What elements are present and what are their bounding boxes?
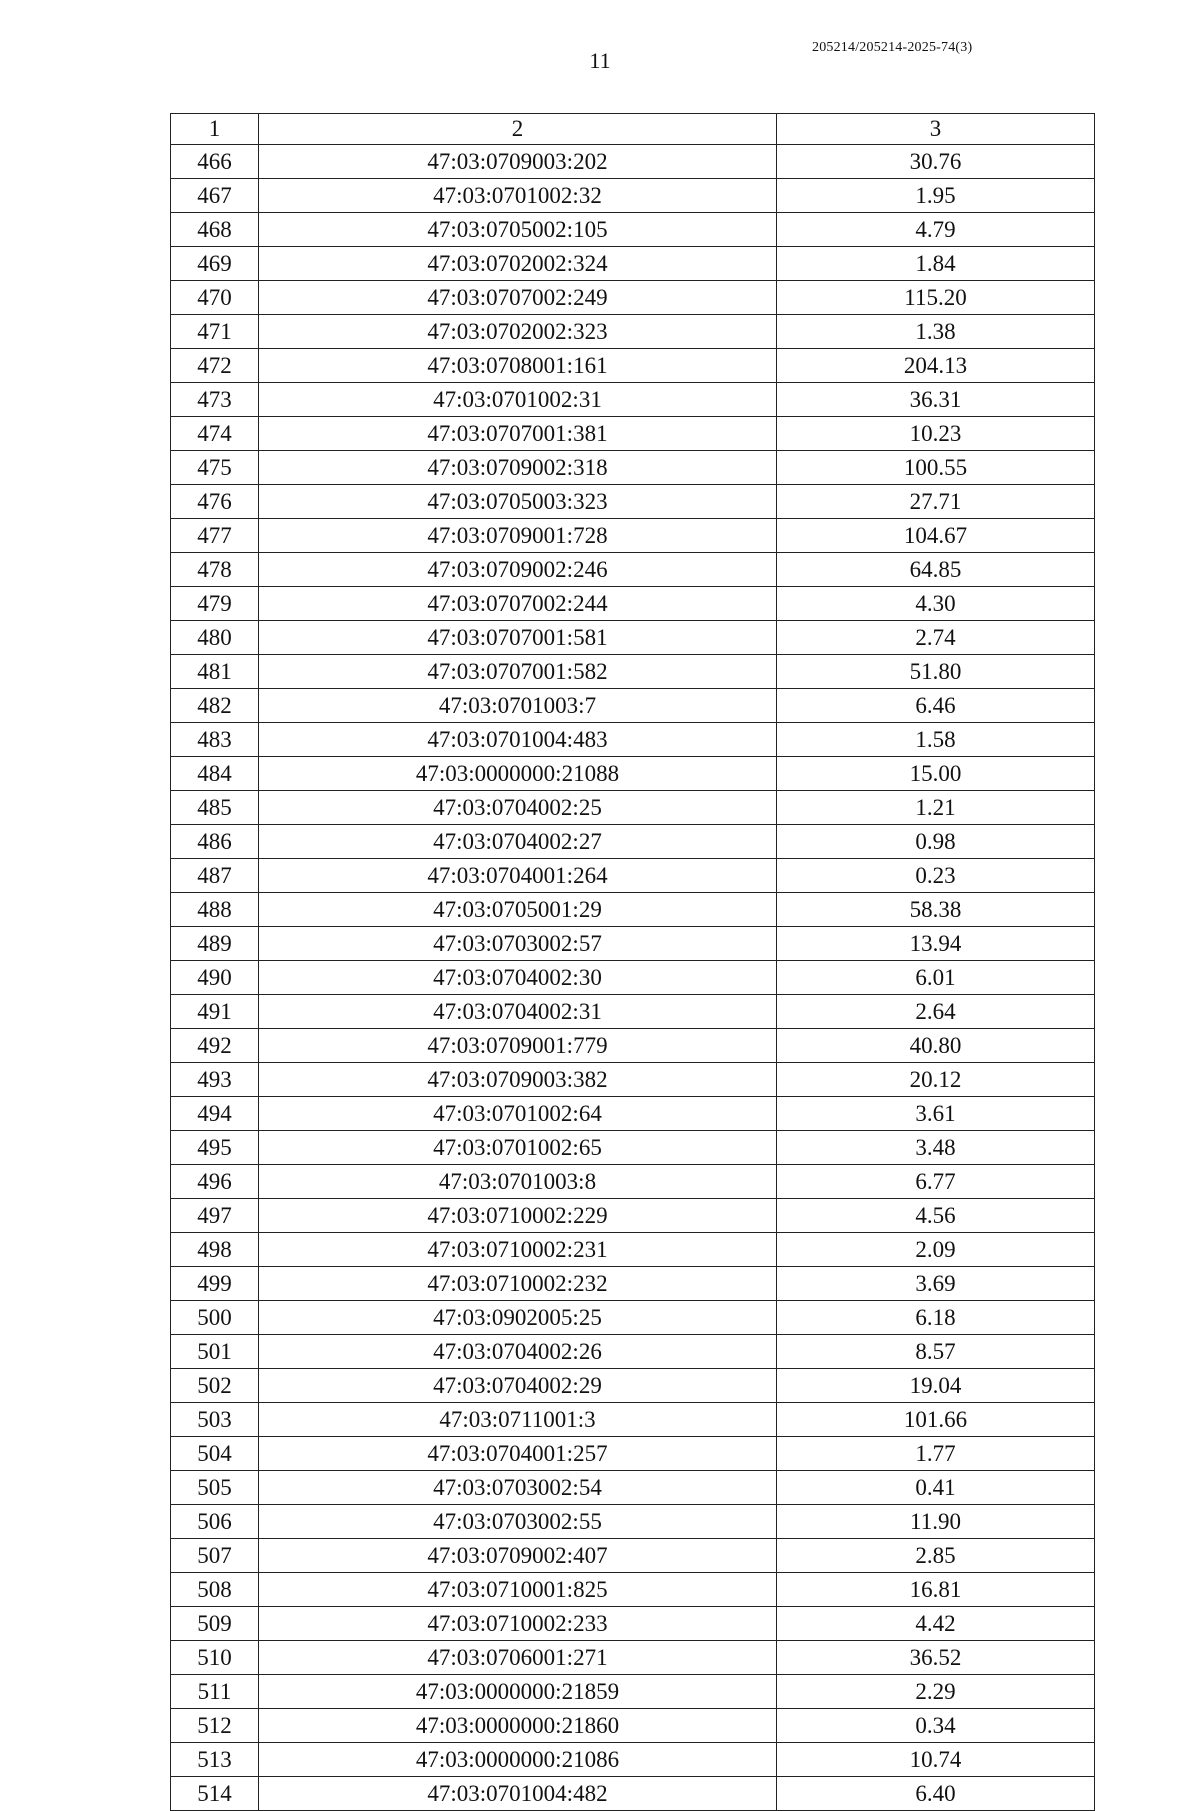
area-value-cell: 4.79 xyxy=(777,213,1095,247)
cadastral-number-cell: 47:03:0701002:64 xyxy=(259,1097,777,1131)
cadastral-number-cell: 47:03:0707002:249 xyxy=(259,281,777,315)
table-row xyxy=(171,1505,1095,1539)
table-row xyxy=(171,145,1095,179)
cadastral-number-cell: 47:03:0708001:161 xyxy=(259,349,777,383)
cadastral-number-cell: 47:03:0704002:27 xyxy=(259,825,777,859)
area-value-cell: 6.77 xyxy=(777,1165,1095,1199)
table-row xyxy=(171,757,1095,791)
table-row xyxy=(171,1675,1095,1709)
cadastral-number-cell: 47:03:0701002:65 xyxy=(259,1131,777,1165)
area-value-cell: 4.30 xyxy=(777,587,1095,621)
column-header-1: 1 xyxy=(171,114,259,145)
cadastral-number-cell: 47:03:0710002:232 xyxy=(259,1267,777,1301)
row-number-cell: 511 xyxy=(171,1675,259,1709)
cadastral-number-cell: 47:03:0703002:54 xyxy=(259,1471,777,1505)
cadastral-number-cell: 47:03:0709001:779 xyxy=(259,1029,777,1063)
row-number-cell: 507 xyxy=(171,1539,259,1573)
row-number-cell: 509 xyxy=(171,1607,259,1641)
row-number-cell: 488 xyxy=(171,893,259,927)
area-value-cell: 6.18 xyxy=(777,1301,1095,1335)
cadastral-number-cell: 47:03:0703002:57 xyxy=(259,927,777,961)
area-value-cell: 1.21 xyxy=(777,791,1095,825)
cadastral-number-cell: 47:03:0710002:231 xyxy=(259,1233,777,1267)
area-value-cell: 2.29 xyxy=(777,1675,1095,1709)
area-value-cell: 0.98 xyxy=(777,825,1095,859)
area-value-cell: 6.01 xyxy=(777,961,1095,995)
row-number-cell: 479 xyxy=(171,587,259,621)
table-row xyxy=(171,1131,1095,1165)
table-row xyxy=(171,689,1095,723)
row-number-cell: 467 xyxy=(171,179,259,213)
cadastral-number-cell: 47:03:0902005:25 xyxy=(259,1301,777,1335)
row-number-cell: 492 xyxy=(171,1029,259,1063)
table-row xyxy=(171,1267,1095,1301)
table-row xyxy=(171,961,1095,995)
page-number: 11 xyxy=(589,48,611,73)
table-row xyxy=(171,995,1095,1029)
row-number-cell: 468 xyxy=(171,213,259,247)
area-value-cell: 4.42 xyxy=(777,1607,1095,1641)
table-row xyxy=(171,1165,1095,1199)
row-number-cell: 506 xyxy=(171,1505,259,1539)
cadastral-number-cell: 47:03:0704002:29 xyxy=(259,1369,777,1403)
cadastral-number-cell: 47:03:0707002:244 xyxy=(259,587,777,621)
cadastral-number-cell: 47:03:0711001:3 xyxy=(259,1403,777,1437)
cadastral-number-cell: 47:03:0701004:482 xyxy=(259,1777,777,1811)
row-number-cell: 493 xyxy=(171,1063,259,1097)
row-number-cell: 501 xyxy=(171,1335,259,1369)
area-value-cell: 104.67 xyxy=(777,519,1095,553)
cadastral-number-cell: 47:03:0705001:29 xyxy=(259,893,777,927)
cadastral-number-cell: 47:03:0706001:271 xyxy=(259,1641,777,1675)
cadastral-number-cell: 47:03:0705003:323 xyxy=(259,485,777,519)
cadastral-number-cell: 47:03:0701002:31 xyxy=(259,383,777,417)
area-value-cell: 0.23 xyxy=(777,859,1095,893)
table-row xyxy=(171,1199,1095,1233)
area-value-cell: 11.90 xyxy=(777,1505,1095,1539)
area-value-cell: 8.57 xyxy=(777,1335,1095,1369)
column-header-3: 3 xyxy=(777,114,1095,145)
row-number-cell: 482 xyxy=(171,689,259,723)
row-number-cell: 470 xyxy=(171,281,259,315)
row-number-cell: 500 xyxy=(171,1301,259,1335)
row-number-cell: 474 xyxy=(171,417,259,451)
area-value-cell: 1.77 xyxy=(777,1437,1095,1471)
area-value-cell: 6.40 xyxy=(777,1777,1095,1811)
row-number-cell: 478 xyxy=(171,553,259,587)
cadastral-number-cell: 47:03:0704002:30 xyxy=(259,961,777,995)
area-value-cell: 15.00 xyxy=(777,757,1095,791)
table-row xyxy=(171,587,1095,621)
cadastral-number-cell: 47:03:0709003:382 xyxy=(259,1063,777,1097)
table-row xyxy=(171,519,1095,553)
table-row xyxy=(171,179,1095,213)
area-value-cell: 10.23 xyxy=(777,417,1095,451)
row-number-cell: 497 xyxy=(171,1199,259,1233)
table-row xyxy=(171,281,1095,315)
cadastral-number-cell: 47:03:0702002:324 xyxy=(259,247,777,281)
row-number-cell: 502 xyxy=(171,1369,259,1403)
row-number-cell: 480 xyxy=(171,621,259,655)
table-row xyxy=(171,1539,1095,1573)
table-row xyxy=(171,859,1095,893)
row-number-cell: 484 xyxy=(171,757,259,791)
row-number-cell: 512 xyxy=(171,1709,259,1743)
table-row xyxy=(171,1301,1095,1335)
area-value-cell: 6.46 xyxy=(777,689,1095,723)
table-row xyxy=(171,1097,1095,1131)
table-row xyxy=(171,927,1095,961)
table-row xyxy=(171,1403,1095,1437)
registry-table xyxy=(170,113,1095,1811)
cadastral-number-cell: 47:03:0701004:483 xyxy=(259,723,777,757)
table-row xyxy=(171,349,1095,383)
cadastral-number-cell: 47:03:0000000:21860 xyxy=(259,1709,777,1743)
row-number-cell: 494 xyxy=(171,1097,259,1131)
cadastral-number-cell: 47:03:0704001:257 xyxy=(259,1437,777,1471)
row-number-cell: 510 xyxy=(171,1641,259,1675)
area-value-cell: 30.76 xyxy=(777,145,1095,179)
cadastral-number-cell: 47:03:0709001:728 xyxy=(259,519,777,553)
area-value-cell: 0.34 xyxy=(777,1709,1095,1743)
table-row xyxy=(171,417,1095,451)
row-number-cell: 495 xyxy=(171,1131,259,1165)
registry-table-container xyxy=(170,113,1094,1811)
cadastral-number-cell: 47:03:0000000:21088 xyxy=(259,757,777,791)
cadastral-number-cell: 47:03:0702002:323 xyxy=(259,315,777,349)
row-number-cell: 469 xyxy=(171,247,259,281)
area-value-cell: 2.85 xyxy=(777,1539,1095,1573)
table-row xyxy=(171,1641,1095,1675)
cadastral-number-cell: 47:03:0709002:246 xyxy=(259,553,777,587)
area-value-cell: 1.38 xyxy=(777,315,1095,349)
table-row xyxy=(171,383,1095,417)
table-row xyxy=(171,1573,1095,1607)
area-value-cell: 100.55 xyxy=(777,451,1095,485)
table-row xyxy=(171,1335,1095,1369)
table-row xyxy=(171,1437,1095,1471)
area-value-cell: 64.85 xyxy=(777,553,1095,587)
area-value-cell: 16.81 xyxy=(777,1573,1095,1607)
area-value-cell: 13.94 xyxy=(777,927,1095,961)
table-row xyxy=(171,825,1095,859)
area-value-cell: 2.09 xyxy=(777,1233,1095,1267)
area-value-cell: 3.61 xyxy=(777,1097,1095,1131)
table-row xyxy=(171,1063,1095,1097)
table-row xyxy=(171,315,1095,349)
cadastral-number-cell: 47:03:0709003:202 xyxy=(259,145,777,179)
area-value-cell: 2.64 xyxy=(777,995,1095,1029)
cadastral-number-cell: 47:03:0704001:264 xyxy=(259,859,777,893)
cadastral-number-cell: 47:03:0704002:26 xyxy=(259,1335,777,1369)
table-row xyxy=(171,621,1095,655)
row-number-cell: 490 xyxy=(171,961,259,995)
table-row xyxy=(171,1029,1095,1063)
row-number-cell: 514 xyxy=(171,1777,259,1811)
column-header-2: 2 xyxy=(259,114,777,145)
row-number-cell: 475 xyxy=(171,451,259,485)
area-value-cell: 27.71 xyxy=(777,485,1095,519)
table-row xyxy=(171,485,1095,519)
area-value-cell: 40.80 xyxy=(777,1029,1095,1063)
cadastral-number-cell: 47:03:0709002:318 xyxy=(259,451,777,485)
table-row xyxy=(171,1233,1095,1267)
row-number-cell: 487 xyxy=(171,859,259,893)
area-value-cell: 1.95 xyxy=(777,179,1095,213)
row-number-cell: 496 xyxy=(171,1165,259,1199)
header-row xyxy=(171,114,1095,145)
row-number-cell: 483 xyxy=(171,723,259,757)
area-value-cell: 1.58 xyxy=(777,723,1095,757)
area-value-cell: 0.41 xyxy=(777,1471,1095,1505)
table-row xyxy=(171,1709,1095,1743)
row-number-cell: 466 xyxy=(171,145,259,179)
table-row xyxy=(171,1777,1095,1811)
cadastral-number-cell: 47:03:0707001:581 xyxy=(259,621,777,655)
row-number-cell: 486 xyxy=(171,825,259,859)
table-row xyxy=(171,655,1095,689)
row-number-cell: 499 xyxy=(171,1267,259,1301)
area-value-cell: 20.12 xyxy=(777,1063,1095,1097)
row-number-cell: 505 xyxy=(171,1471,259,1505)
area-value-cell: 204.13 xyxy=(777,349,1095,383)
cadastral-number-cell: 47:03:0704002:31 xyxy=(259,995,777,1029)
cadastral-number-cell: 47:03:0707001:381 xyxy=(259,417,777,451)
area-value-cell: 36.52 xyxy=(777,1641,1095,1675)
area-value-cell: 1.84 xyxy=(777,247,1095,281)
table-row xyxy=(171,247,1095,281)
table-row xyxy=(171,1369,1095,1403)
area-value-cell: 2.74 xyxy=(777,621,1095,655)
row-number-cell: 513 xyxy=(171,1743,259,1777)
cadastral-number-cell: 47:03:0710001:825 xyxy=(259,1573,777,1607)
area-value-cell: 3.48 xyxy=(777,1131,1095,1165)
area-value-cell: 4.56 xyxy=(777,1199,1095,1233)
table-row xyxy=(171,791,1095,825)
row-number-cell: 508 xyxy=(171,1573,259,1607)
row-number-cell: 473 xyxy=(171,383,259,417)
cadastral-number-cell: 47:03:0000000:21859 xyxy=(259,1675,777,1709)
cadastral-number-cell: 47:03:0710002:233 xyxy=(259,1607,777,1641)
table-row xyxy=(171,1743,1095,1777)
table-row xyxy=(171,213,1095,247)
row-number-cell: 481 xyxy=(171,655,259,689)
document-reference: 205214/205214-2025-74(3) xyxy=(812,40,973,55)
row-number-cell: 477 xyxy=(171,519,259,553)
table-body xyxy=(171,145,1095,1811)
area-value-cell: 36.31 xyxy=(777,383,1095,417)
table-row xyxy=(171,451,1095,485)
cadastral-number-cell: 47:03:0000000:21086 xyxy=(259,1743,777,1777)
area-value-cell: 3.69 xyxy=(777,1267,1095,1301)
cadastral-number-cell: 47:03:0710002:229 xyxy=(259,1199,777,1233)
row-number-cell: 503 xyxy=(171,1403,259,1437)
table-row xyxy=(171,893,1095,927)
cadastral-number-cell: 47:03:0701003:7 xyxy=(259,689,777,723)
cadastral-number-cell: 47:03:0709002:407 xyxy=(259,1539,777,1573)
row-number-cell: 504 xyxy=(171,1437,259,1471)
row-number-cell: 476 xyxy=(171,485,259,519)
row-number-cell: 471 xyxy=(171,315,259,349)
table-row xyxy=(171,723,1095,757)
cadastral-number-cell: 47:03:0704002:25 xyxy=(259,791,777,825)
table-row xyxy=(171,1471,1095,1505)
table-row xyxy=(171,1607,1095,1641)
row-number-cell: 491 xyxy=(171,995,259,1029)
area-value-cell: 101.66 xyxy=(777,1403,1095,1437)
row-number-cell: 485 xyxy=(171,791,259,825)
area-value-cell: 58.38 xyxy=(777,893,1095,927)
cadastral-number-cell: 47:03:0705002:105 xyxy=(259,213,777,247)
row-number-cell: 498 xyxy=(171,1233,259,1267)
area-value-cell: 19.04 xyxy=(777,1369,1095,1403)
area-value-cell: 10.74 xyxy=(777,1743,1095,1777)
cadastral-number-cell: 47:03:0707001:582 xyxy=(259,655,777,689)
cadastral-number-cell: 47:03:0701003:8 xyxy=(259,1165,777,1199)
row-number-cell: 472 xyxy=(171,349,259,383)
cadastral-number-cell: 47:03:0703002:55 xyxy=(259,1505,777,1539)
area-value-cell: 51.80 xyxy=(777,655,1095,689)
row-number-cell: 489 xyxy=(171,927,259,961)
table-header xyxy=(171,114,1095,145)
area-value-cell: 115.20 xyxy=(777,281,1095,315)
table-row xyxy=(171,553,1095,587)
cadastral-number-cell: 47:03:0701002:32 xyxy=(259,179,777,213)
